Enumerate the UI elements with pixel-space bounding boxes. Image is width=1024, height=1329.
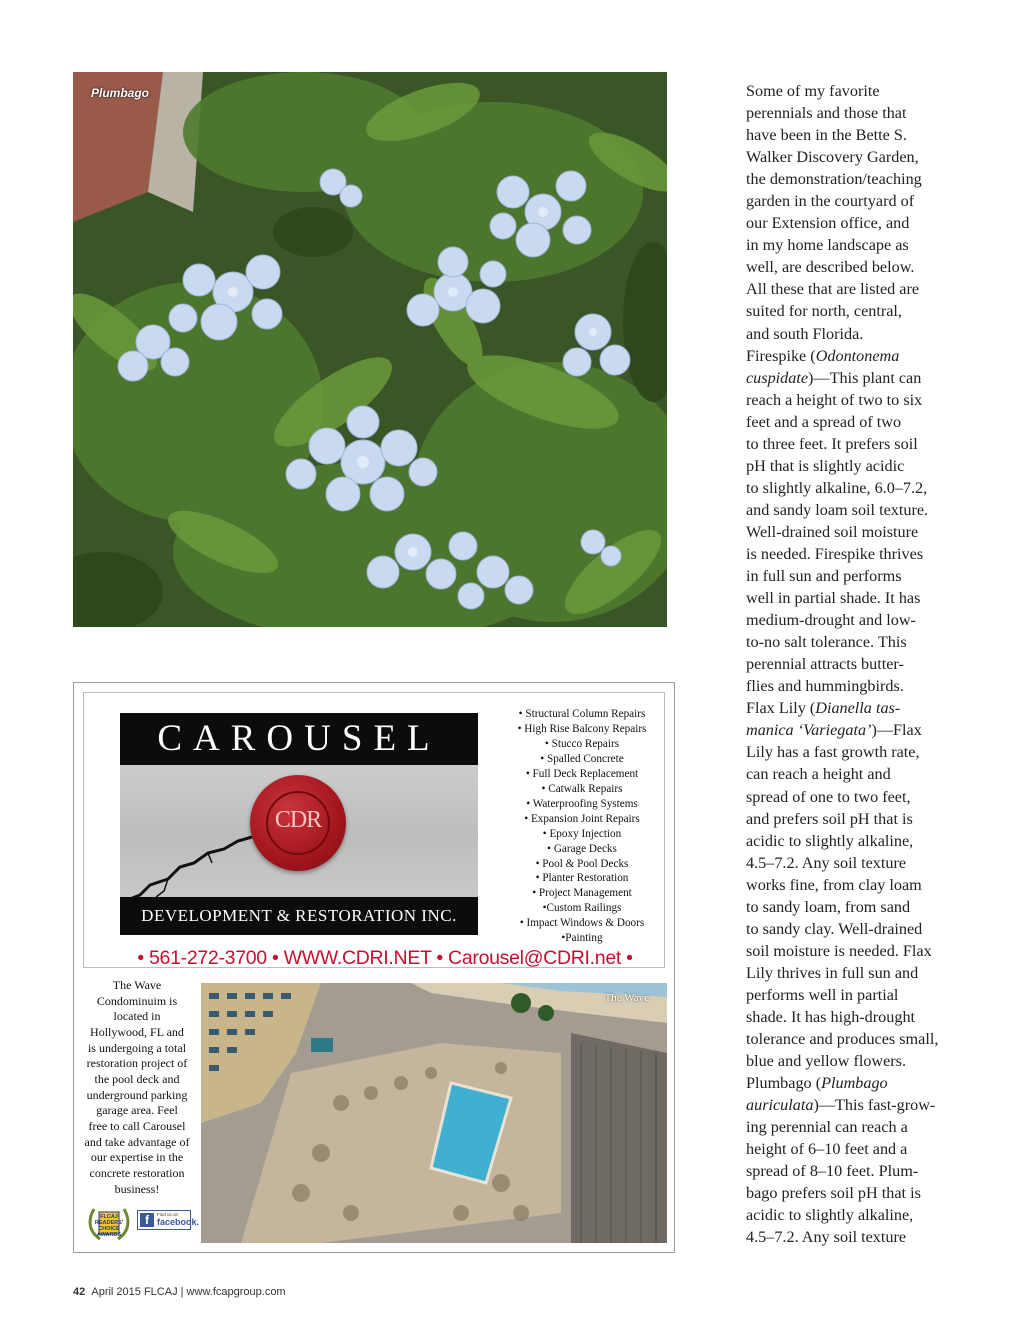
- article-line: well in partial shade. It has: [746, 589, 921, 608]
- article-line: acidic to slightly alkaline,: [746, 831, 914, 850]
- plant-name: Plumbago: [746, 1074, 812, 1093]
- article-line: Flax Lily (Dianella tas-: [746, 699, 901, 718]
- article-line: ing perennial can reach a: [746, 1118, 908, 1137]
- article-line: feet and a spread of two: [746, 412, 902, 431]
- latin-name-part-2: cuspidate: [746, 368, 809, 387]
- logo-subtitle: DEVELOPMENT & RESTORATION INC.: [141, 906, 457, 925]
- logo-brand-word: CAROUSEL: [157, 718, 441, 759]
- service-item: • Spalled Concrete: [540, 752, 624, 765]
- article-line: Walker Discovery Garden,: [746, 148, 919, 167]
- article-line: to slightly alkaline, 6.0–7.2,: [746, 478, 928, 497]
- service-item: • Stucco Repairs: [544, 737, 620, 750]
- article-line: to three feet. It prefers soil: [746, 434, 918, 453]
- latin-name-part-1: Odontonema: [815, 346, 900, 365]
- latin-name-part-2: manica ‘Variegata’: [746, 721, 872, 740]
- service-item: • Epoxy Injection: [542, 827, 622, 840]
- facebook-word: facebook.: [157, 1217, 200, 1227]
- blurb-line: restoration project of: [86, 1056, 188, 1071]
- article-line: and prefers soil pH that is: [746, 809, 913, 828]
- article-line: have been in the Bette S.: [746, 126, 907, 145]
- blurb-line: located in: [113, 1009, 161, 1024]
- blurb-line: business!: [114, 1181, 160, 1196]
- article-line: perennials and those that: [746, 104, 907, 123]
- article-line: 4.5–7.2. Any soil texture: [746, 1228, 907, 1247]
- blurb-line: garage area. Feel: [96, 1103, 178, 1118]
- badge-line: AWARDS: [96, 1232, 122, 1238]
- article-line: pH that is slightly acidic: [746, 456, 905, 475]
- article-line: tolerance and produces small,: [746, 1030, 939, 1049]
- article-line: the demonstration/teaching: [746, 170, 922, 189]
- badge-line: FLCAJ: [100, 1214, 118, 1220]
- service-item: • High Rise Balcony Repairs: [517, 722, 647, 735]
- blurb-line: concrete restoration: [89, 1165, 185, 1180]
- carousel-advertisement: [73, 682, 675, 1253]
- article-paragraph: [724, 1072, 956, 1248]
- article-line: 4.5–7.2. Any soil texture: [746, 853, 907, 872]
- article-paragraph: [724, 80, 956, 345]
- article-line: perennial attracts butter-: [746, 655, 904, 674]
- plant-name: Flax Lily: [746, 699, 806, 718]
- article-line: auriculata)—This fast-grow-: [746, 1096, 936, 1115]
- article-line: works fine, from clay loam: [746, 875, 922, 894]
- article-line: to sandy loam, from sand: [746, 897, 911, 916]
- carousel-logo: [120, 713, 478, 935]
- ad-header-frame: [83, 692, 665, 968]
- article-paragraph: [724, 697, 956, 1072]
- photo-caption: Plumbago: [91, 86, 150, 100]
- article-line: reach a height of two to six: [746, 390, 923, 409]
- article-line: in full sun and performs: [746, 567, 902, 586]
- article-line: flies and hummingbirds.: [746, 677, 904, 696]
- article-line: height of 6–10 feet and a: [746, 1140, 908, 1159]
- article-line: suited for north, central,: [746, 302, 902, 321]
- article-line: acidic to slightly alkaline,: [746, 1206, 914, 1225]
- blurb-line: free to call Carousel: [88, 1118, 186, 1133]
- plant-name: Firespike: [746, 346, 807, 365]
- seal-text: CDR: [274, 807, 322, 833]
- plumbago-illustration: [73, 72, 667, 627]
- service-item: • Planter Restoration: [535, 872, 629, 885]
- blurb-line: Condominuim is: [96, 993, 178, 1008]
- article-line: Lily thrives in full sun and: [746, 963, 919, 982]
- article-line-text: —Flax: [876, 721, 922, 740]
- article-line: cuspidate)—This plant can: [746, 368, 922, 387]
- blurb-line: the pool deck and: [94, 1071, 180, 1086]
- article-line: Well-drained soil moisture: [746, 522, 919, 541]
- services-list: [496, 707, 668, 946]
- service-item: • Garage Decks: [547, 842, 617, 855]
- article-line: medium-drought and low-: [746, 611, 916, 630]
- badge-text: [86, 1214, 132, 1238]
- facebook-find-text: Find us on: [157, 1212, 179, 1217]
- plumbago-photo: [73, 72, 667, 627]
- article-line: to sandy clay. Well-drained: [746, 919, 923, 938]
- service-item: •Painting: [561, 932, 603, 945]
- article-line: bago prefers soil pH that is: [746, 1184, 921, 1203]
- article-line: spread of 8–10 feet. Plum-: [746, 1162, 919, 1181]
- article-line: Firespike (Odontonema: [746, 346, 900, 365]
- article-line: well, are described below.: [746, 258, 915, 277]
- article-line: garden in the courtyard of: [746, 192, 915, 211]
- article-line: and sandy loam soil texture.: [746, 500, 929, 519]
- facebook-icon: f: [140, 1213, 154, 1227]
- article-line: spread of one to two feet,: [746, 787, 911, 806]
- article-line: soil moisture is needed. Flax: [746, 941, 932, 960]
- badge-line: READERS': [94, 1220, 124, 1226]
- article-line: Lily has a fast growth rate,: [746, 743, 920, 762]
- badge-line: CHOICE: [98, 1226, 120, 1232]
- service-item: • Waterproofing Systems: [526, 797, 638, 810]
- article-body: [724, 80, 956, 1248]
- page-number: 42: [73, 1286, 86, 1298]
- blurb-line: and take advantage of: [84, 1134, 190, 1149]
- service-item: • Structural Column Repairs: [518, 708, 646, 720]
- ad-blurb: [76, 978, 198, 1197]
- article-line: and south Florida.: [746, 324, 864, 343]
- article-line: can reach a height and: [746, 765, 891, 784]
- article-line-text: —This fast-grow-: [818, 1096, 936, 1115]
- service-item: • Project Management: [532, 887, 632, 900]
- article-line: Plumbago (Plumbago: [746, 1074, 888, 1093]
- service-item: • Impact Windows & Doors: [519, 917, 645, 930]
- blurb-line: is undergoing a total: [87, 1040, 187, 1055]
- latin-name-part-1: Plumbago: [821, 1074, 888, 1093]
- blurb-line: Hollywood, FL and: [90, 1024, 184, 1039]
- article-line: All these that are listed are: [746, 280, 920, 299]
- article-paragraph: [724, 345, 956, 698]
- service-item: • Full Deck Replacement: [525, 767, 639, 780]
- blurb-line: our expertise in the: [90, 1150, 184, 1165]
- article-line: in my home landscape as: [746, 236, 909, 255]
- article-line: manica ‘Variegata’)—Flax: [746, 721, 922, 740]
- article-line: shade. It has high-drought: [746, 1007, 916, 1026]
- page-footer: [73, 1286, 286, 1298]
- facebook-badge[interactable]: [137, 1210, 200, 1230]
- article-line: our Extension office, and: [746, 214, 910, 233]
- the-wave-aerial-photo: [201, 983, 667, 1243]
- article-line: to-no salt tolerance. This: [746, 633, 907, 652]
- article-line: Some of my favorite: [746, 82, 880, 100]
- aerial-photo-label: The Wave: [604, 992, 649, 1004]
- blurb-line: The Wave: [112, 978, 162, 992]
- readers-choice-award-badge: [86, 1203, 132, 1243]
- article-line-text: —This plant can: [813, 368, 922, 387]
- article-line: is needed. Firespike thrives: [746, 544, 924, 563]
- cdr-wax-seal-icon: [250, 775, 346, 871]
- blurb-line: underground parking: [86, 1087, 188, 1102]
- contact-line: • 561-272-3700 • WWW.CDRI.NET • Carousel@CDRI.net •: [137, 947, 633, 969]
- latin-name-part-1: Dianella tas-: [815, 699, 901, 718]
- footer-text: April 2015 FLCAJ | www.fcapgroup.com: [91, 1286, 286, 1298]
- service-item: • Expansion Joint Repairs: [524, 812, 640, 825]
- latin-name-part-2: auriculata: [746, 1096, 814, 1115]
- article-line: blue and yellow flowers.: [746, 1052, 907, 1071]
- service-item: • Pool & Pool Decks: [535, 857, 629, 870]
- article-line: performs well in partial: [746, 985, 899, 1004]
- aerial-illustration: [201, 983, 667, 1243]
- service-item: •Custom Railings: [542, 902, 622, 915]
- service-item: • Catwalk Repairs: [541, 782, 623, 795]
